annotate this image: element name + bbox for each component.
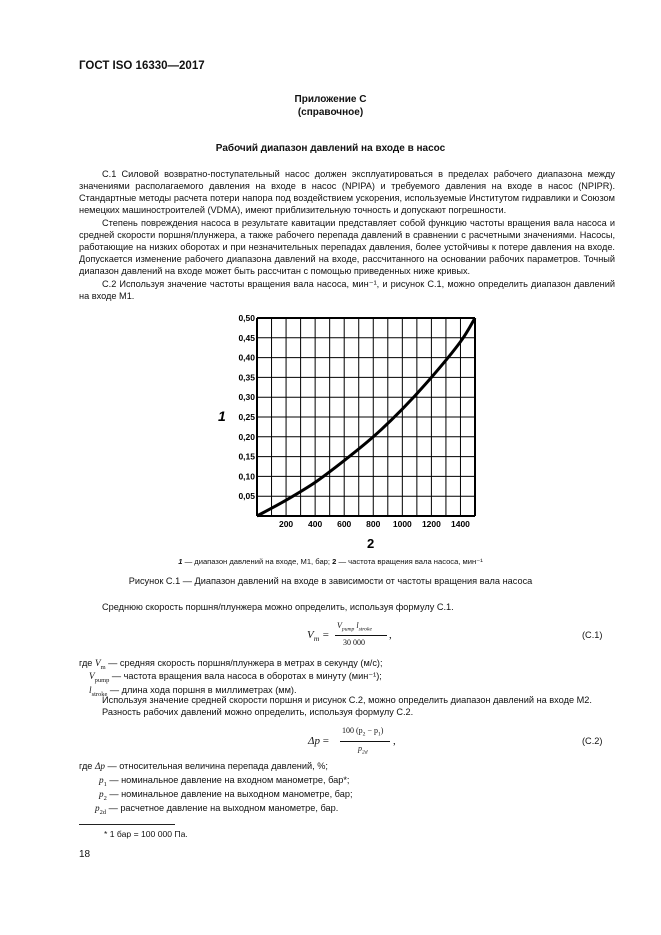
where1-sub-lstroke: stroke: [91, 690, 108, 698]
where1-sym-vpump: V: [89, 671, 95, 681]
f1-num-b-sub: stroke: [358, 626, 373, 633]
paragraph-c2-text: С.2 Используя значение частоты вращения вала насоса, мин⁻¹, и рисунок С.1, можно определить диапазон давлений на входе М1.: [79, 279, 615, 301]
equation-number-c2: (С.2): [582, 736, 603, 746]
formula-c2: [308, 726, 428, 758]
where1-sym-lstroke: l: [89, 685, 92, 695]
footnote-divider: [79, 824, 175, 825]
section-title: Рабочий диапазон давлений на входе в насос: [215, 143, 446, 154]
appendix-kind: (справочное): [297, 107, 364, 118]
f1-lhs-sym: V: [307, 629, 314, 641]
f2-num-s1: 1: [377, 731, 381, 738]
where1-text-vpump: — частота вращения вала насоса в оборотах в минуту (мин⁻¹);: [109, 671, 382, 681]
where2-text-dp: — относительная величина перепада давлений, %;: [104, 761, 328, 771]
y-tick-label: 0,20: [238, 431, 255, 442]
where2-row-p2d: [95, 803, 338, 816]
figure-caption: Рисунок С.1 — Диапазон давлений на входе в зависимости от частоты вращения вала насоса: [128, 576, 533, 586]
footnote: * 1 бар = 100 000 Па.: [104, 829, 188, 839]
where1-lead: где: [79, 658, 95, 668]
f2-num: 100 (p: [342, 726, 363, 735]
f1-num-b: l: [356, 621, 359, 630]
where2-sub-p1: 1: [103, 780, 107, 788]
formula-c1-fraction-bar: [335, 635, 387, 636]
y-tick-label: 0,25: [238, 412, 255, 422]
where2-row-p2: [99, 789, 353, 802]
figure-legend: [0, 557, 661, 566]
y-tick-label: 0,40: [238, 352, 255, 363]
paragraph-c1-text: С.1 Силовой возвратно-поступательный насос должен эксплуатироваться в пределах рабочего диапазона между значениями располагаемого давления на входе в насос (NPIPA) и требуемого давления на входе в насос (NPIPR). Стандартные методы расчета потери напора под воздействием ускорения, используемые Институтом гидравлики и Союзом немецких машиностроителей (VDMA), имеют приблизительную точность и допускают погрешности.: [79, 169, 615, 215]
x-tick-label: 400: [308, 519, 323, 529]
f1-lhs-sub: m: [313, 634, 320, 644]
page-number: 18: [79, 849, 91, 860]
pressure-chart: [200, 305, 490, 557]
where1-row-vm: [79, 658, 383, 671]
y-tick-labels: [238, 313, 255, 501]
x-tick-label: 800: [366, 519, 381, 529]
legend-desc-2: — частота вращения вала насоса, мин⁻¹: [336, 557, 483, 566]
y-tick-label: 0,10: [238, 471, 255, 482]
where1-text-lstroke: — длина хода поршня в миллиметрах (мм).: [107, 685, 297, 695]
x-tick-label: 600: [337, 519, 352, 529]
x-tick-label: 200: [278, 519, 294, 529]
f1-num-a: V: [337, 621, 342, 630]
paragraph-cavitation-text: Степень повреждения насоса в результате кавитации представляет собой функцию частоты вращения вала насоса и средней скорости поршня/плунжера, а также рабочего перепада давлений в сравнении с расчетными значениями. Насосы, работающие на низких оборотах и при незначительных перепадах давления, более устойчивы к потере давления на входе. Допускается изменение рабочего диапазона давлений на входе, рассчитанного на основании рабочих параметров. Точный диапазон давлений на входе может быть рассчитан с помощью приведенных ниже кривых.: [79, 218, 615, 276]
formula-c2-comma: ,: [393, 735, 396, 747]
x-tick-label: 1000: [392, 519, 412, 529]
x-tick-label: 1400: [451, 519, 470, 529]
legend-key-2: 2: [332, 557, 337, 566]
f2-num-mid: − p: [365, 726, 378, 735]
paragraph-c2: [79, 278, 615, 302]
where1-sub-vpump: pump: [94, 676, 110, 684]
formula-c2-fraction-bar: [340, 741, 390, 742]
y-tick-label: 0,05: [238, 491, 255, 502]
y-tick-label: 0,50: [238, 313, 255, 323]
y-axis-label: 1: [218, 408, 226, 424]
formula-c1-comma: ,: [389, 629, 392, 641]
f2-lhs: Δp: [308, 735, 320, 747]
where2-sym-p2d: p: [95, 803, 100, 813]
formula-c2-lhs: Δp =: [308, 735, 329, 747]
formula-c1-numerator: [337, 621, 372, 633]
appendix-title: Приложение С: [294, 94, 367, 105]
equation-number-c1: (С.1): [582, 630, 603, 640]
legend-desc-1: — диапазон давлений на входе, М1, бар;: [182, 557, 333, 566]
legend-key-1: 1: [178, 557, 183, 566]
formula-c1-lhs: $V_m$ =: [307, 629, 330, 644]
vm-intro-text: Среднюю скорость поршня/плунжера можно определить, используя формулу С.1.: [102, 602, 454, 612]
where2-sym-p1: p: [99, 775, 104, 785]
y-tick-label: 0,15: [238, 451, 255, 462]
f1-num-a-sub: pump: [341, 626, 355, 633]
paragraph-cavitation: [79, 217, 615, 277]
where2-row-p1: [99, 775, 349, 788]
where2-row-dp: [79, 761, 328, 771]
f2-num-s2: 2: [362, 731, 366, 738]
f2-num-end: ): [380, 726, 384, 735]
document-header: ГОСТ ISO 16330—2017: [79, 60, 205, 72]
where2-text-p2d: — расчетное давление на выходном манометре, бар.: [106, 803, 339, 813]
where2-text-p2: — номинальное давление на выходном манометре, бар;: [106, 789, 353, 799]
where2-sub-p2: 2: [103, 794, 107, 802]
x-tick-labels: [279, 519, 470, 529]
y-tick-label: 0,30: [238, 392, 255, 403]
y-tick-label: 0,35: [238, 372, 255, 383]
where1-sym-vm: V: [94, 658, 101, 668]
where2-sym-dp: Δp: [94, 761, 105, 771]
where1-text-vm: — средняя скорость поршня/плунжера в метрах в секунду (м/с);: [105, 658, 383, 668]
formula-c2-denominator: [358, 744, 368, 756]
paragraph-c1: [79, 168, 615, 216]
c2-text-b: Разность рабочих давлений можно определить, используя формулу С.2.: [102, 707, 414, 717]
c2-text-a: Используя значение средней скорости поршня и рисунок С.2, можно определить диапазон давлений на входе М2.: [102, 695, 592, 705]
f2-den: p: [358, 744, 362, 753]
where2-lead: где: [79, 761, 95, 771]
where2-text-p1: — номинальное давление на входном манометре, бар*;: [106, 775, 350, 785]
formula-c2-numerator: [342, 726, 383, 738]
y-tick-label: 0,45: [238, 332, 255, 343]
formula-c1: [307, 621, 427, 651]
formula-c1-denominator: 30 000: [343, 638, 365, 647]
where2-sub-p2d: 2d: [99, 808, 107, 816]
f2-den-sub: 2d: [362, 749, 368, 756]
chart-grid: [257, 318, 475, 516]
where1-row-vpump: [89, 671, 382, 684]
where2-sym-p2: p: [99, 789, 104, 799]
x-tick-label: 1200: [421, 519, 441, 529]
x-axis-label: 2: [367, 536, 375, 551]
where1-sub-vm: m: [100, 663, 106, 671]
